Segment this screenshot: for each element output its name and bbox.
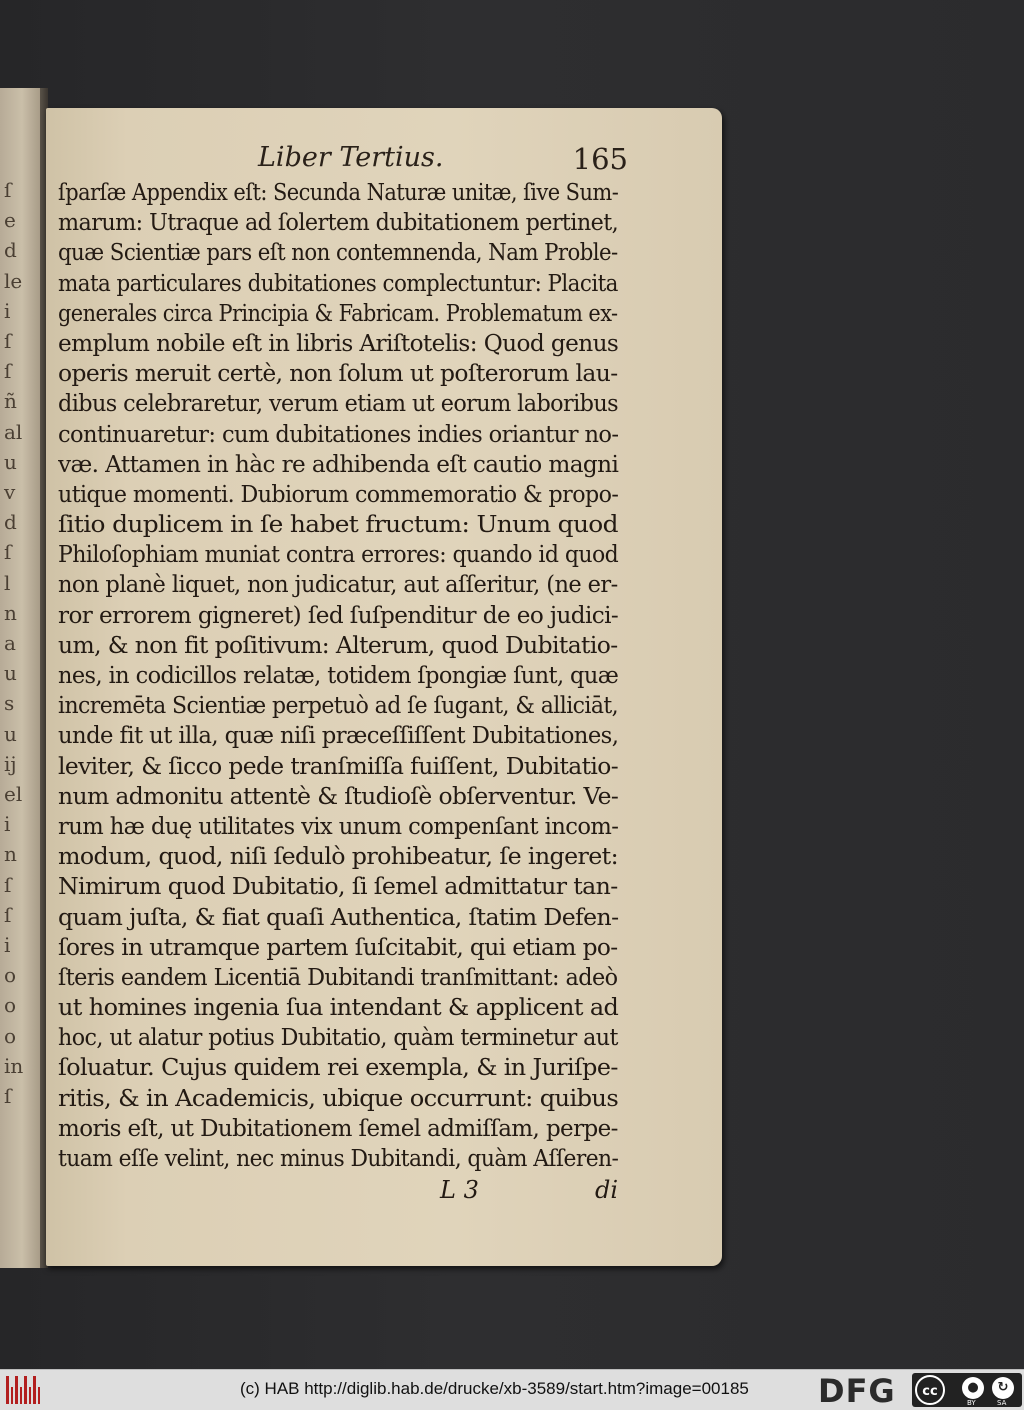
cc-icon: cc	[915, 1375, 945, 1405]
text-line: tuam eſſe velint, nec minus Dubitandi, quàm Aſſeren-	[58, 1146, 619, 1172]
text-line: non planè liquet, non judicatur, aut aſſeritur, (ne er-	[58, 572, 618, 599]
text-line: marum: Utraque ad ſolertem dubitationem pertinet,	[58, 210, 619, 237]
prev-page-fragment: o	[4, 963, 17, 988]
person-icon: ●	[962, 1377, 984, 1399]
page-text	[58, 178, 624, 1174]
cc-license-badge[interactable]	[912, 1373, 1022, 1407]
text-line: Philoſophiam muniat contra errores: quando id quod	[58, 542, 619, 569]
running-header	[258, 142, 638, 178]
prev-page-fragment: v	[4, 480, 16, 504]
prev-page-fragment: i	[4, 812, 11, 837]
prev-page-fragment: u	[4, 661, 17, 686]
dfg-logo[interactable]: DFG	[818, 1372, 896, 1410]
prev-page-fragment: ſ	[4, 1084, 12, 1108]
text-line: num admonitu attentè & ſtudioſè obſerventur. Ve-	[58, 783, 619, 810]
copyright-link[interactable]: (c) HAB http://diglib.hab.de/drucke/xb-3589/start.htm?image=00185	[240, 1379, 749, 1398]
page-footer	[440, 1176, 630, 1208]
text-line: um, & non fit poſitivum: Alterum, quod Dubitatio-	[58, 632, 618, 659]
prev-page-fragment: le	[4, 268, 23, 293]
text-line: ritis, & in Academicis, ubique occurrunt: quibus	[58, 1085, 619, 1112]
text-line: generales circa Principia & Fabricam. Problematum ex-	[58, 300, 618, 327]
text-line: ror errorem gigneret) ſed ſuſpenditur de eo judici-	[58, 602, 619, 629]
text-line: væ. Attamen in hàc re adhibenda eſt cautio magni	[58, 451, 619, 478]
prev-page-fragment: el	[4, 782, 23, 806]
text-line: nes, in codicillos relatæ, totidem ſpongiæ ſunt, quæ	[58, 663, 619, 689]
prev-page-fragment: in	[4, 1053, 24, 1078]
text-line: hoc, ut alatur potius Dubitatio, quàm terminetur aut	[58, 1025, 618, 1052]
text-line: utique momenti. Dubiorum commemoratio & propo-	[58, 481, 619, 508]
text-line: ſteris eandem Licentiā Dubitandi tranſmittant: adeò	[58, 964, 618, 991]
text-line: dibus celebraretur, verum etiam ut eorum laboribus	[58, 391, 619, 418]
text-line: ſores in utramque partem ſuſcitabit, qui etiam po-	[58, 934, 618, 961]
prev-page-fragment: l	[4, 570, 11, 595]
text-line: quam juſta, & fiat quaſi Authentica, ſtatim Defen-	[58, 904, 619, 931]
text-line: emplum nobile eſt in libris Ariſtotelis: Quod genus	[58, 330, 619, 357]
prev-page-fragment: e	[4, 208, 16, 233]
text-line: ut homines ingenia ſua intendant & applicent ad	[58, 995, 619, 1022]
hab-logo-icon[interactable]	[6, 1376, 40, 1404]
prev-page-fragment: d	[4, 238, 17, 263]
page-number: 165	[572, 142, 628, 176]
prev-page-fragment: u	[4, 449, 17, 474]
prev-page-fragment: ij	[4, 751, 17, 776]
text-line: moris eſt, ut Dubitationem ſemel admiſſam, perpe-	[58, 1115, 618, 1142]
running-title: Liber Tertius.	[258, 142, 444, 173]
prev-page-fragment: ſ	[4, 359, 12, 384]
prev-page-fragment: ſ	[4, 902, 12, 927]
prev-page-fragment: ſ	[4, 178, 12, 202]
prev-page-fragment: ſ	[4, 329, 12, 353]
text-line: leviter, & ſicco pede tranſmiſſa fuiſſent, Dubitatio-	[58, 753, 619, 780]
prev-page-fragment: ſ	[4, 540, 12, 565]
catchword: di	[594, 1176, 618, 1204]
prev-page-fragment: ñ	[4, 389, 17, 414]
text-line: continuaretur: cum dubitationes indies oriantur no-	[58, 421, 619, 448]
prev-page-fragment: o	[4, 993, 17, 1018]
prev-page-fragment: d	[4, 510, 17, 535]
prev-page-fragment: i	[4, 298, 11, 323]
text-line: modum, quod, niſi ſedulò prohibeatur, ſe ingeret:	[58, 844, 618, 871]
prev-page-fragment: n	[4, 600, 17, 625]
viewer-footer-bar	[0, 1369, 1024, 1410]
prev-page-fragment: a	[4, 631, 16, 655]
text-line: ſoluatur. Cujus quidem rei exempla, & in Juriſpe-	[58, 1055, 618, 1082]
signature-mark: L 3	[440, 1176, 479, 1204]
text-line: rum hæ duę utilitates vix unum compenſant incom-	[58, 813, 619, 840]
text-line: ſitio duplicem in ſe habet fructum: Unum quod	[58, 512, 618, 539]
share-alike-icon: ↻	[992, 1377, 1014, 1399]
text-line: mata particulares dubitationes complectuntur: Placita	[58, 270, 618, 297]
text-line: incremēta Scientiæ perpetuò ad ſe ſugant, & alliciāt,	[58, 693, 619, 720]
prev-page-fragment: o	[4, 1023, 17, 1048]
text-line: operis meruit certè, non ſolum ut poſterorum lau-	[58, 361, 618, 388]
previous-page-edge	[0, 88, 42, 1268]
prev-page-fragment: al	[4, 419, 23, 444]
text-line: quæ Scientiæ pars eſt non contemnenda, Nam Proble-	[58, 240, 618, 267]
prev-page-fragment: i	[4, 933, 11, 957]
prev-page-fragment: u	[4, 721, 17, 746]
text-line: ſparſæ Appendix eſt: Secunda Naturæ unitæ, ſive Sum-	[58, 180, 619, 206]
sa-label: SA	[997, 1399, 1007, 1407]
prev-page-fragment: s	[4, 691, 15, 716]
prev-page-fragment: ſ	[4, 872, 12, 897]
prev-page-fragment: n	[4, 842, 17, 867]
text-line: Nimirum quod Dubitatio, ſi ſemel admittatur tan-	[58, 874, 618, 901]
by-label: BY	[967, 1399, 976, 1407]
text-line: unde fit ut illa, quæ niſi præceſſiſſent Dubitationes,	[58, 723, 619, 750]
